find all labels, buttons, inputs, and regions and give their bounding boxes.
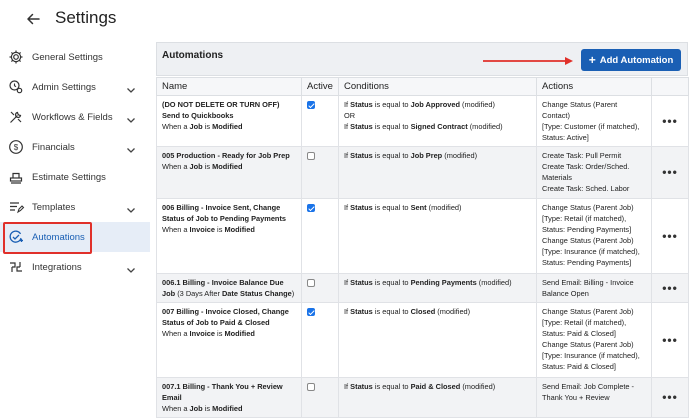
more-options-icon[interactable]: ••• [652,96,689,147]
active-checkbox[interactable] [307,383,315,391]
chevron-down-icon[interactable] [126,142,136,152]
conditions-cell: If Status is equal to Sent (modified) [339,199,537,274]
automation-name-cell[interactable] [157,378,302,418]
table-row[interactable] [157,378,689,418]
conditions-cell: If Status is equal to Closed (modified) [339,303,537,378]
sidebar-item-label: Admin Settings [32,81,96,93]
table-header-row [157,78,689,96]
sidebar-item-label: Integrations [32,261,82,273]
active-cell [302,96,339,147]
sidebar-item-general-settings[interactable] [0,42,150,72]
table-row[interactable] [157,147,689,199]
automation-name: 007.1 Billing - Thank You + Review Email [162,382,283,402]
automation-name-cell[interactable] [157,147,302,199]
automation-name-cell[interactable] [157,96,302,147]
automations-panel [156,42,688,413]
sidebar-item-estimate-settings[interactable] [0,162,150,192]
automation-name: 007 Billing - Invoice Closed, Change Status of Job to Paid & Closed [162,307,289,327]
automation-name-cell[interactable]: 006.1 Billing - Invoice Balance Due Job (3 Days After Date Status Change) [157,274,302,303]
column-header-conditions[interactable]: Conditions [339,78,537,96]
more-options-icon[interactable]: ••• [652,303,689,378]
chevron-down-icon[interactable] [126,202,136,212]
highlight-annotation-box [3,222,92,254]
automation-trigger: When a Job is Modified [162,162,243,171]
active-checkbox[interactable] [307,152,315,160]
more-options-icon[interactable]: ••• [652,274,689,303]
panel-header [156,42,688,76]
automation-name-cell[interactable] [157,199,302,274]
top-bar [0,0,688,40]
sidebar-item-label: Templates [32,201,76,213]
automation-name: 005 Production - Ready for Job Prep [162,151,290,160]
gear-icon [8,49,24,65]
page-title: Settings [55,8,117,27]
sidebar-item-templates[interactable] [0,192,150,222]
active-checkbox[interactable] [307,308,315,316]
sidebar-item-label: Workflows & Fields [32,111,113,123]
active-cell [302,303,339,378]
actions-cell: Create Task: Pull Permit Create Task: Order/Sched. Materials Create Task: Sched. Labor [537,147,652,199]
actions-cell: Change Status (Parent Contact) [Type: Customer (if matched), Status: Active] [537,96,652,147]
actions-cell: Change Status (Parent Job) [Type: Retail (if matched), Status: Paid & Closed] Change Status (Parent Job) [Type: Insurance (if matched), Status: Paid & Closed] [537,303,652,378]
more-options-icon[interactable]: ••• [652,147,689,199]
tools-icon [8,109,24,125]
automation-trigger: When a Invoice is Modified [162,329,255,338]
actions-cell: Send Email: Billing - Invoice Balance Open [537,274,652,303]
active-cell [302,147,339,199]
sidebar-item-label: General Settings [32,51,103,63]
active-cell [302,274,339,303]
conditions-cell: If Status is equal to Job Approved (modified) OR If Status is equal to Signed Contract (modified) [339,96,537,147]
active-cell [302,199,339,274]
automation-name: 006.1 Billing - Invoice Balance Due Job [162,278,284,298]
stamp-icon [8,169,24,185]
add-automation-label: Add Automation [599,54,674,66]
table-row[interactable] [157,303,689,378]
conditions-cell: If Status is equal to Paid & Closed (modified) [339,378,537,418]
sidebar-item-admin-settings[interactable] [0,72,150,102]
chevron-down-icon[interactable] [126,262,136,272]
automation-trigger: When a Job is Modified [162,122,243,131]
column-header-menu [652,78,689,96]
integrations-icon [8,259,24,275]
table-row[interactable] [157,96,689,147]
back-arrow-icon[interactable] [22,8,44,30]
column-header-name[interactable]: Name [157,78,302,96]
actions-cell: Send Email: Job Complete - Thank You + Review [537,378,652,418]
svg-text:$: $ [13,143,19,152]
annotation-arrow-icon [483,56,575,66]
admin-icon [8,79,24,95]
automations-table [156,77,689,418]
table-row[interactable] [157,199,689,274]
active-checkbox[interactable] [307,279,315,287]
conditions-cell: If Status is equal to Pending Payments (modified) [339,274,537,303]
sidebar-item-financials[interactable] [0,132,150,162]
templates-icon [8,199,24,215]
sidebar-item-label: Automations [32,231,85,243]
table-row[interactable] [157,274,689,303]
column-header-active[interactable]: Active [302,78,339,96]
conditions-cell: If Status is equal to Job Prep (modified) [339,147,537,199]
column-header-actions[interactable]: Actions [537,78,652,96]
automation-name-cell[interactable] [157,303,302,378]
more-options-icon[interactable]: ••• [652,378,689,418]
automation-trigger: When a Invoice is Modified [162,225,255,234]
active-checkbox[interactable] [307,101,315,109]
dollar-icon [8,139,24,155]
actions-cell: Change Status (Parent Job) [Type: Retail (if matched), Status: Pending Payments] Change Status (Parent Job) [Type: Insurance (if matched), Status: Pending Payments] [537,199,652,274]
chevron-down-icon[interactable] [126,82,136,92]
active-cell [302,378,339,418]
plus-icon: + [588,53,596,67]
sidebar-item-label: Financials [32,141,75,153]
automation-name: 006 Billing - Invoice Sent, Change Status of Job to Pending Payments [162,203,287,223]
automation-trigger: When a Job is Modified [162,404,243,413]
more-options-icon[interactable]: ••• [652,199,689,274]
active-checkbox[interactable] [307,204,315,212]
sidebar-item-label: Estimate Settings [32,171,106,183]
automation-name: (DO NOT DELETE OR TURN OFF) Send to Quickbooks [162,100,280,120]
sidebar-item-workflows-fields[interactable] [0,102,150,132]
add-automation-button[interactable] [581,49,681,71]
sidebar-item-integrations[interactable] [0,252,150,282]
chevron-down-icon[interactable] [126,112,136,122]
panel-title: Automations [162,50,224,61]
